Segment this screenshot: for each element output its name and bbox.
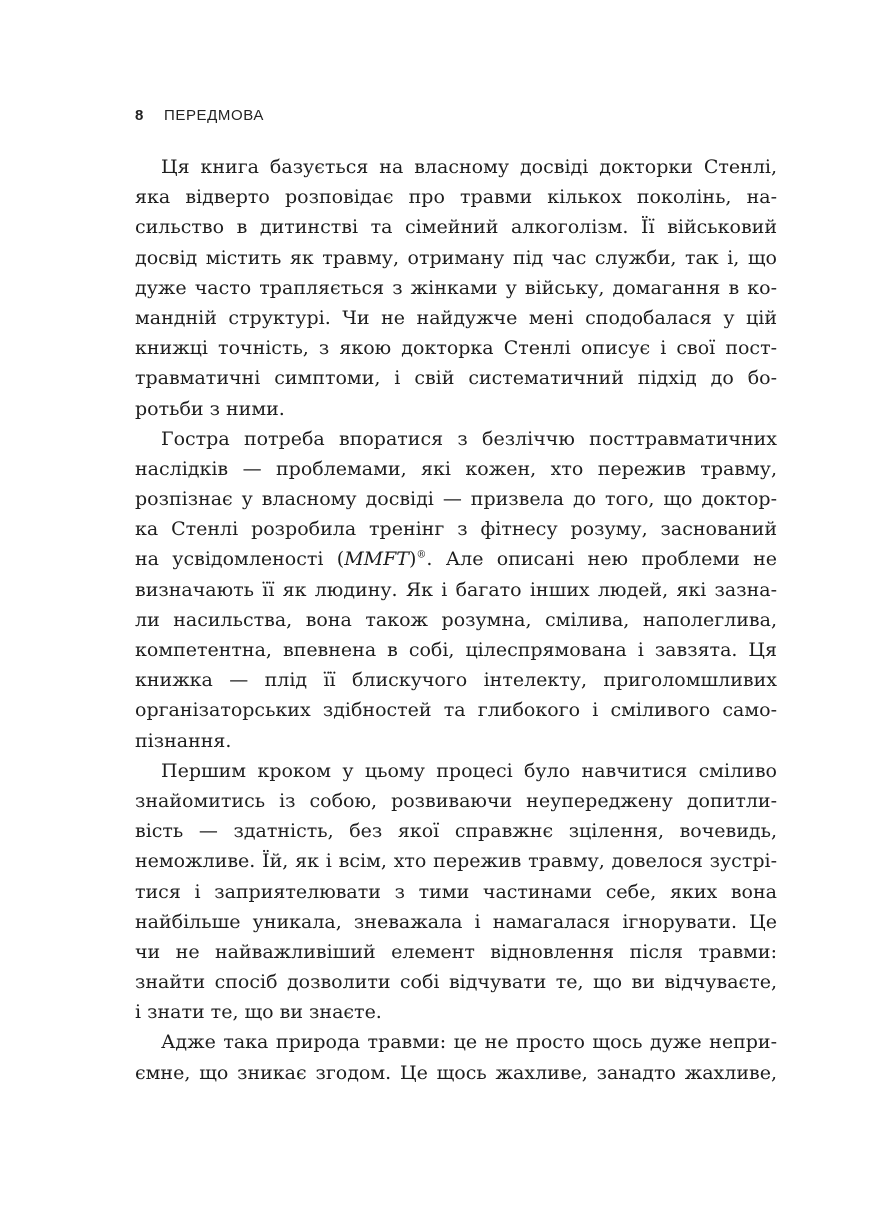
text-line: вість — здатність, без якої справжнє зцілення, вочевидь,	[135, 820, 777, 843]
text-line: чи не найважливіший елемент відновлення після травми:	[135, 940, 777, 963]
text-line: ємне, що зникає згодом. Це щось жахливе, занадто жахливе,	[135, 1061, 777, 1084]
page-header	[135, 104, 264, 126]
text-line: найбільше уникала, зневажала і намагалася ігнорувати. Це	[135, 910, 777, 933]
text-line: досвід містить як травму, отриману під час служби, так і, що	[135, 246, 777, 269]
text-line: неможливе. Їй, як і всім, хто пережив травму, довелося зустрі-	[135, 850, 777, 873]
text-line: знайомитись із собою, розвиваючи неупереджену допитли-	[135, 789, 777, 812]
text-line: мандній структурі. Чи не найдужче мені сподобалася у цій	[135, 306, 777, 329]
text-line: пізнання.	[135, 729, 232, 752]
text-line: Ця книга базується на власному досвіді докторки Стенлі,	[161, 156, 777, 178]
text-line: Адже така природа травми: це не просто щось дуже непри-	[161, 1031, 777, 1054]
text-line: Першим кроком у цьому процесі було навчитися сміливо	[161, 759, 777, 782]
page-number: 8	[135, 106, 144, 124]
text-line: книжка — плід її блискучого інтелекту, приголомшливих	[135, 669, 777, 692]
text-line: тися і заприятелювати з тими частинами себе, яких вона	[135, 880, 777, 903]
text-line: ли насильства, вона також розумна, смілива, наполеглива,	[135, 608, 777, 631]
body-text	[135, 152, 777, 1088]
text-line: визначають її як людину. Як і багато інших людей, які зазна-	[135, 578, 777, 601]
text-line: травматичні симптоми, і свій систематичний підхід до бо-	[135, 367, 777, 390]
text-line: сильство в дитинстві та сімейний алкоголізм. Її військовий	[135, 216, 777, 239]
text-line: дуже часто трапляється з жінками у війську, домагання в ко-	[135, 276, 777, 299]
text-line: Гостра потреба впоратися з безліччю посттравматичних	[161, 427, 777, 450]
text-line: знайти спосіб дозволити собі відчувати те, що ви відчуваєте,	[135, 971, 777, 994]
text-line: ротьби з ними.	[135, 397, 285, 420]
text-line: на усвідомленості (MMFT)®. Але описані нею проблеми не	[135, 548, 778, 571]
text-line: книжці точність, з якою докторка Стенлі описує і свої пост-	[135, 337, 777, 360]
text-line: організаторських здібностей та глибокого і сміливого само-	[135, 699, 777, 722]
text-line: наслідків — проблемами, які кожен, хто пережив травму,	[135, 457, 777, 480]
section-title: ПЕРЕДМОВА	[163, 106, 264, 124]
text-line: компетентна, впевнена в собі, цілеспрямована і завзята. Ця	[135, 639, 777, 661]
text-line: і знати те, що ви знаєте.	[135, 1001, 382, 1024]
text-line: яка відверто розповідає про травми кількох поколінь, на-	[135, 186, 777, 209]
text-line: ка Стенлі розробила тренінг з фітнесу розуму, заснований	[135, 518, 777, 541]
text-line: розпізнає у власному досвіді — призвела до того, що доктор-	[135, 488, 777, 511]
